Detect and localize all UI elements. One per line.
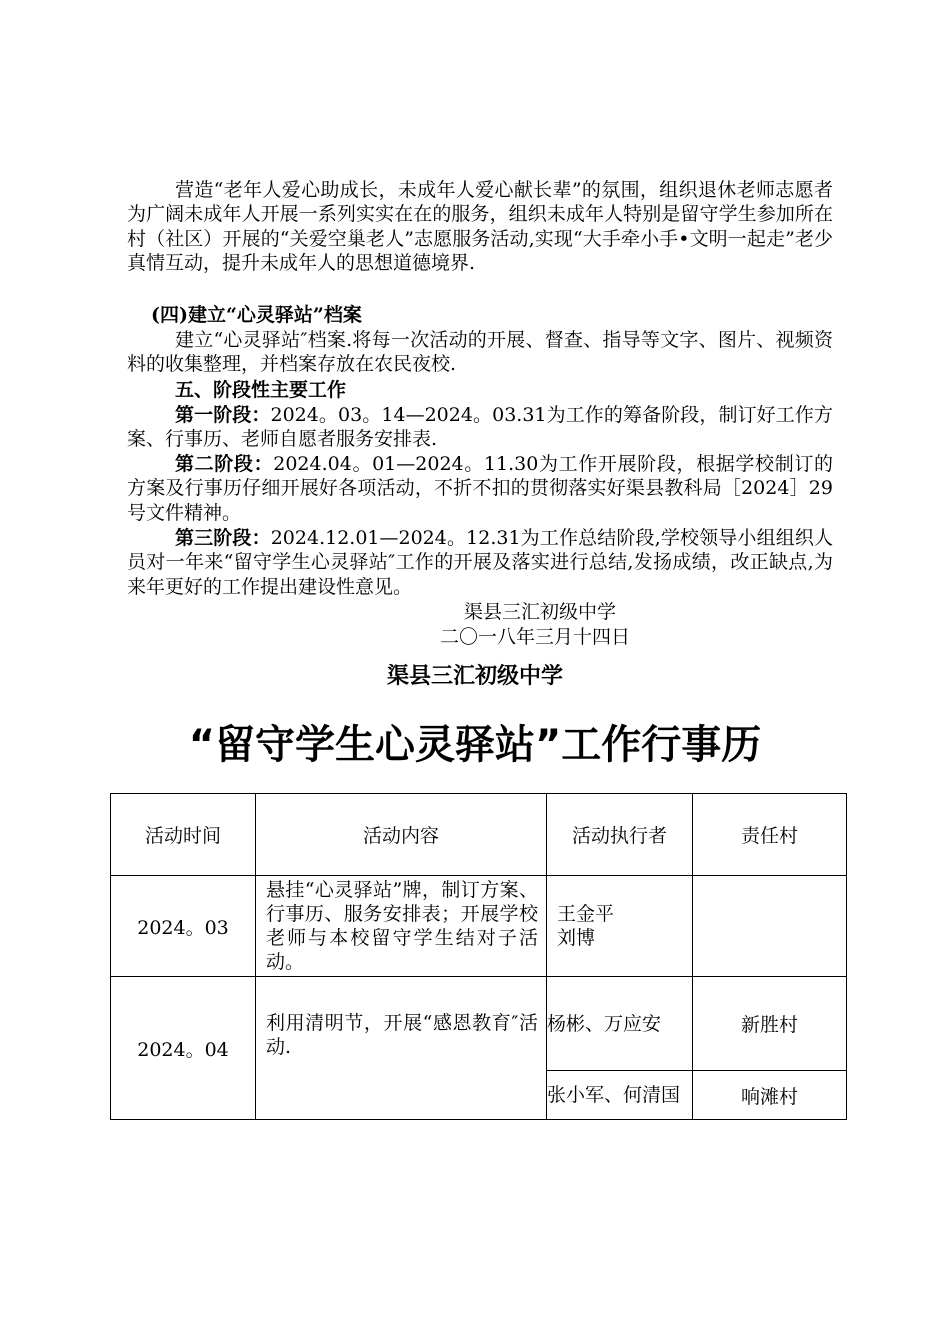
- stage-3-label: 第三阶段：: [175, 527, 271, 549]
- row-2-content-cell: [256, 977, 547, 1120]
- paragraph-stage-1: [127, 403, 833, 452]
- row-1-time: 2024。03: [111, 876, 256, 977]
- row-2-village-2: 响滩村: [693, 1071, 847, 1120]
- header-content: 活动内容: [256, 794, 547, 876]
- paragraph-stage-3: [127, 526, 833, 599]
- table-row: [111, 876, 847, 977]
- row-2-executor-1: 杨彬、万应安: [547, 977, 693, 1071]
- row-2-content: 利用清明节，开展“感恩教育″活动.: [266, 1012, 538, 1058]
- heading-archive: (四)建立“心灵驿站”档案: [151, 304, 362, 326]
- row-2-executor-2: 张小军、何清国: [547, 1071, 693, 1120]
- row-2-time: 2024。04: [111, 977, 256, 1120]
- stage-1-label: 第一阶段：: [175, 404, 271, 426]
- signature-org: 渠县三汇初级中学: [464, 601, 617, 623]
- table-header-row: [111, 794, 847, 876]
- paragraph-atmosphere: 营造“老年人爱心助成长，未成年人爱心献长辈”的氛围，组织退休老师志愿者为广阔未成年人开展一系列实实在在的服务，组织未成年人特别是留守学生参加所在村（社区）开展的“关爱空巢老人”志愿服务活动,实现“大手牵小手•文明一起走”老少真情互动，提升未成年人的思想道德境界.: [127, 179, 833, 274]
- row-2-village-1: 新胜村: [693, 977, 847, 1071]
- stage-3-text: 2024.12.01—2024。12.31为工作总结阶段,学校领导小组组织人员对一年来“留守学生心灵驿站″工作的开展及落实进行总结,发扬成绩，改正缺点,为来年更好的工作提出建设性意见。: [127, 527, 833, 598]
- header-village: 责任村: [693, 794, 847, 876]
- row-1-executor-1: 王金平: [557, 903, 615, 925]
- table-row: [111, 977, 847, 1071]
- calendar-title: “留守学生心灵驿站”工作行事历: [188, 722, 762, 768]
- paragraph-archive: 建立“心灵驿站″档案.将每一次活动的开展、督查、指导等文字、图片、视频资料的收集整理，并档案存放在农民夜校.: [127, 329, 833, 376]
- row-1-content: 悬挂“心灵驿站”牌，制订方案、行事历、服务安排表；开展学校老师与本校留守学生结对子活动。: [266, 879, 538, 973]
- heading-stages: 五、阶段性主要工作: [175, 379, 347, 401]
- row-1-content-cell: [256, 876, 547, 977]
- row-1-executor-2: 刘博: [557, 927, 596, 949]
- stage-1-text: 2024。03。14—2024。03.31为工作的筹备阶段，制订好工作方案、行事历、老师自愿者服务安排表.: [127, 404, 833, 451]
- paragraph-stage-2: [127, 452, 833, 525]
- header-executor: 活动执行者: [547, 794, 693, 876]
- stage-2-text: 2024.04。01—2024。11.30为工作开展阶段，根据学校制订的方案及行事历仔细开展好各项活动，不折不扣的贯彻落实好渠县教科局［2024］29号文件精神。: [127, 453, 833, 524]
- signature-date: 二〇一八年三月十四日: [440, 626, 631, 648]
- activity-calendar-table: [110, 793, 847, 1120]
- header-time: 活动时间: [111, 794, 256, 876]
- school-title: 渠县三汇初级中学: [386, 664, 563, 689]
- row-1-executor-cell: [547, 876, 693, 977]
- row-1-village: [693, 876, 847, 977]
- stage-2-label: 第二阶段：: [175, 453, 274, 475]
